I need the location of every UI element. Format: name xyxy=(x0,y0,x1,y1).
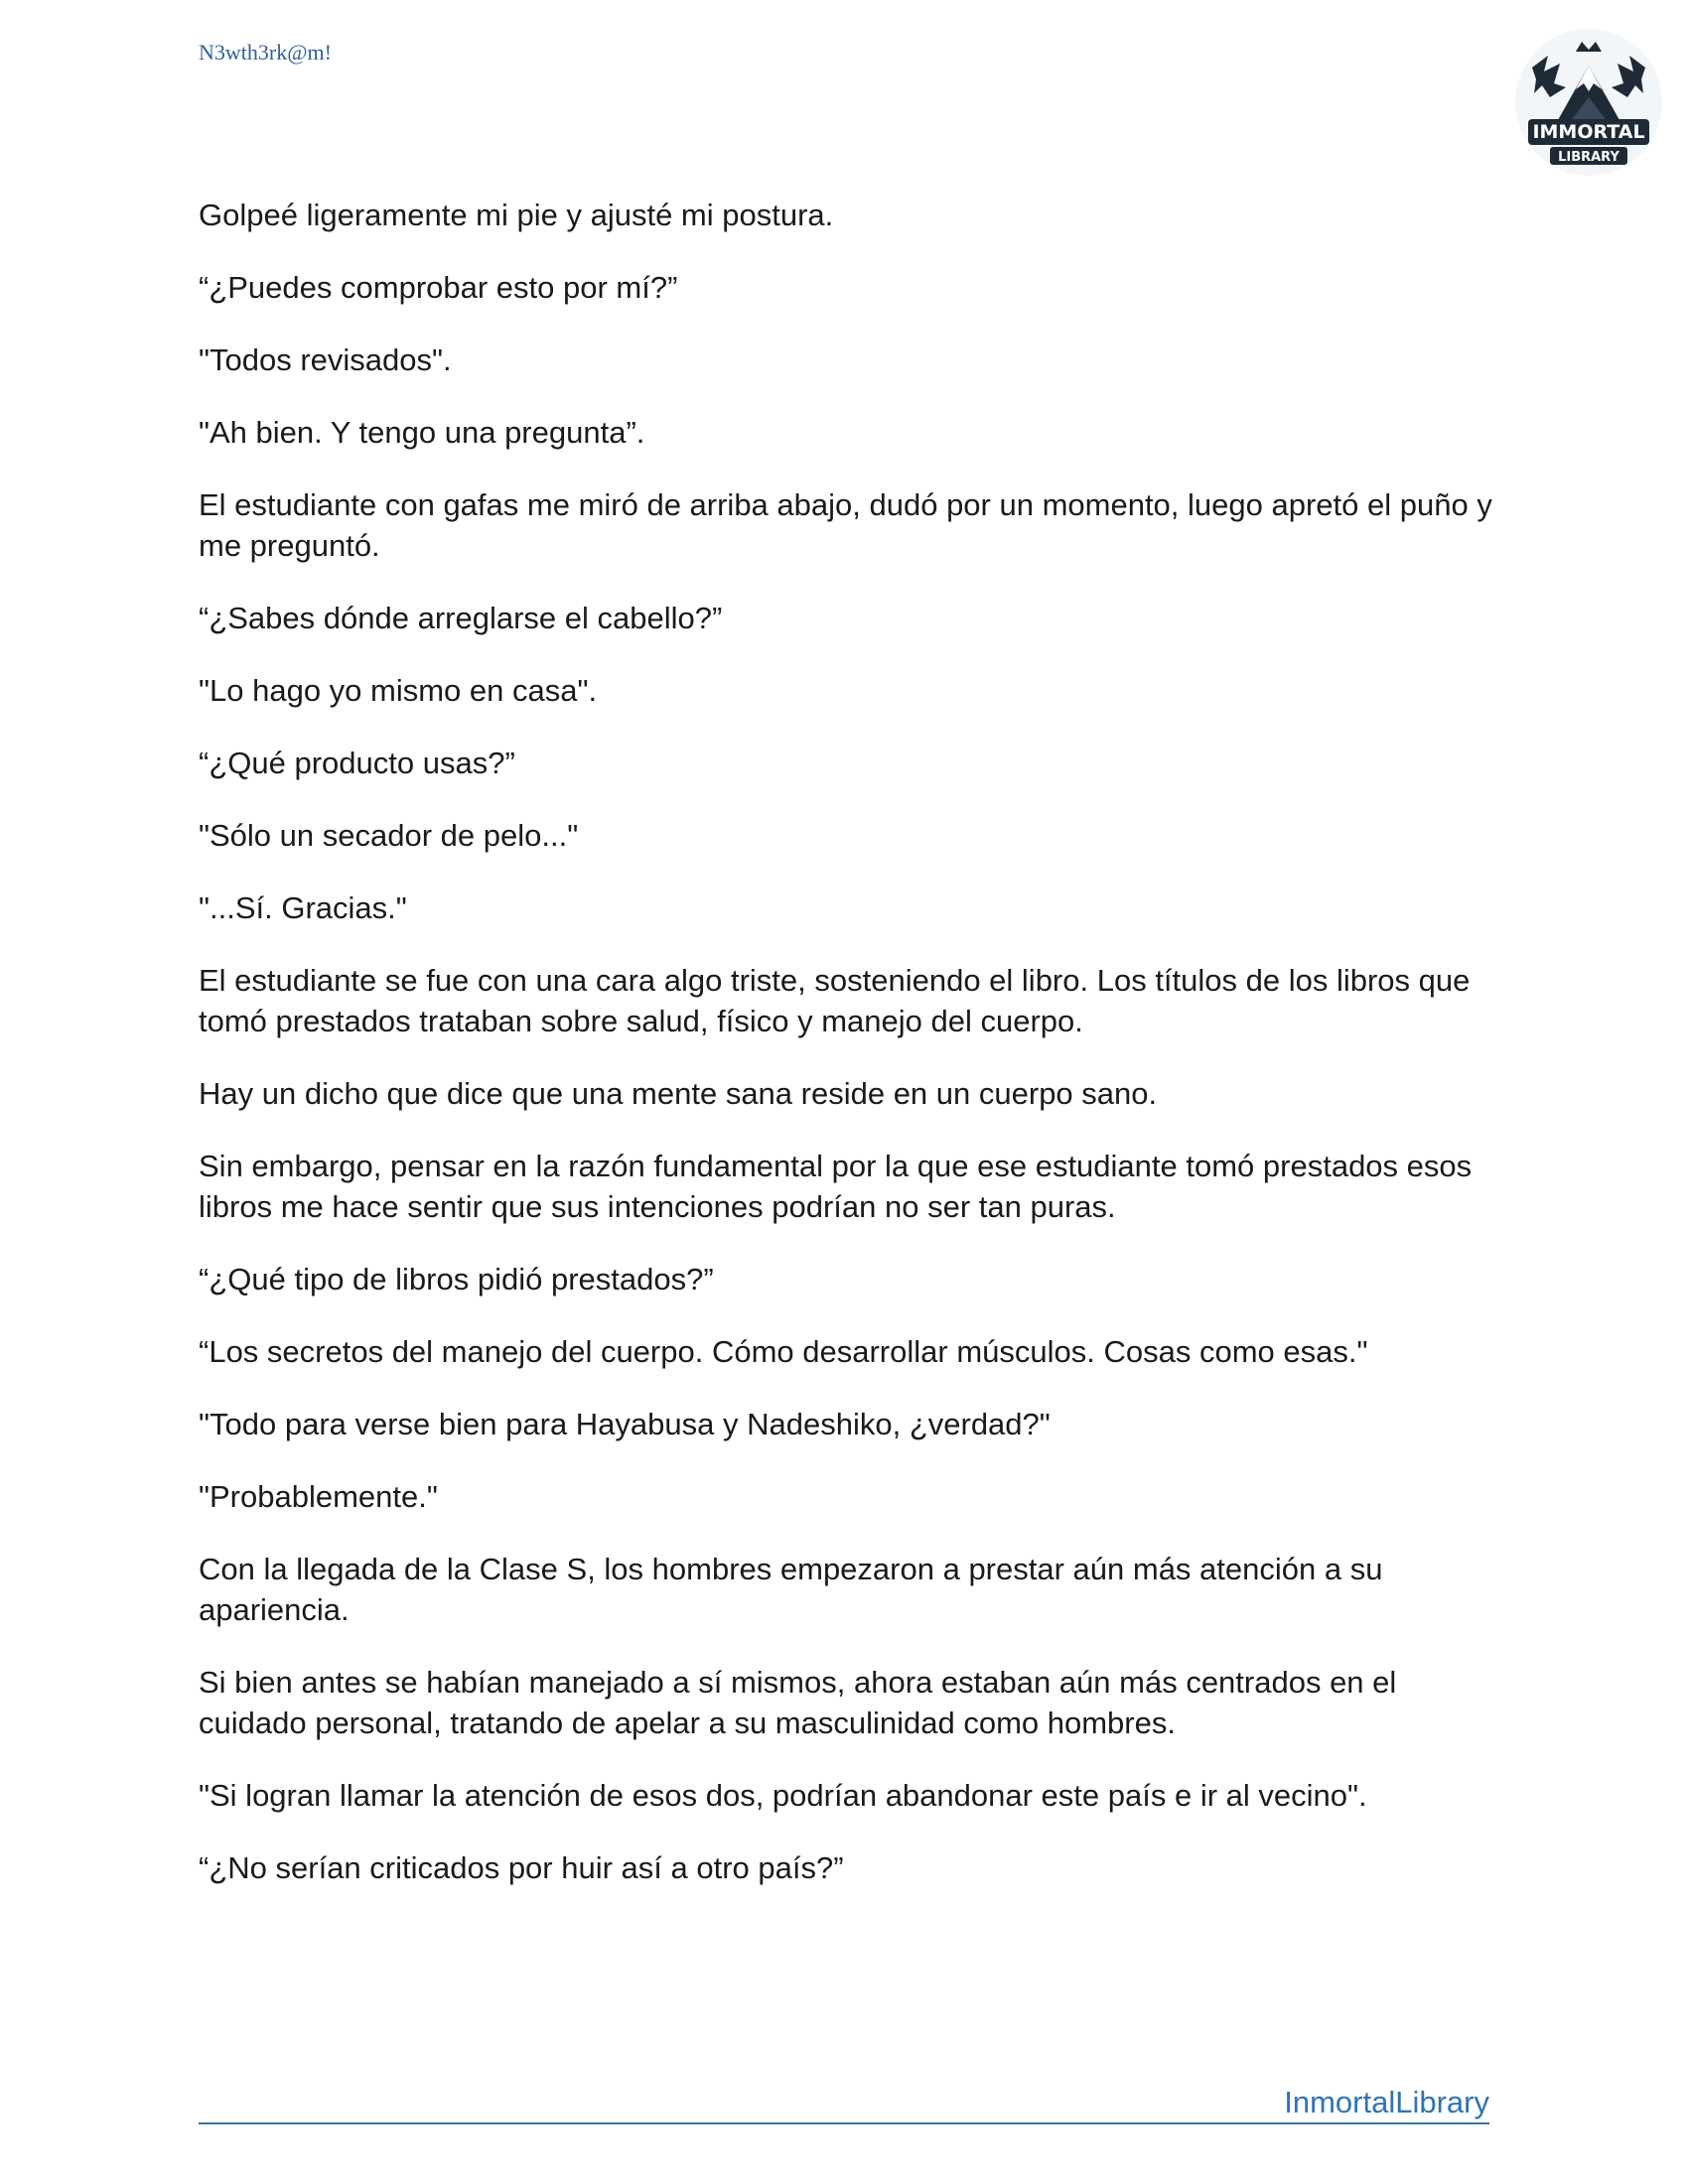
paragraph: “¿Puedes comprobar esto por mí?” xyxy=(199,270,678,305)
paragraph: "Ah bien. Y tengo una pregunta”. xyxy=(199,415,645,450)
paragraph: "Todo para verse bien para Hayabusa y Nadeshiko, ¿verdad?" xyxy=(199,1407,1051,1441)
paragraph: “¿Qué tipo de libros pidió prestados?” xyxy=(199,1262,714,1297)
paragraph: "Sólo un secador de pelo..." xyxy=(199,818,579,853)
footer xyxy=(199,2081,1489,2124)
paragraph: Con la llegada de la Clase S, los hombres empezaron a prestar aún más atención a su apariencia. xyxy=(199,1552,1383,1627)
paragraph: "Probablemente." xyxy=(199,1479,438,1514)
logo-text-immortal: IMMORTAL xyxy=(1532,121,1645,143)
paragraph: “¿Qué producto usas?” xyxy=(199,746,515,780)
logo-text-library: LIBRARY xyxy=(1558,150,1619,165)
paragraph: Hay un dicho que dice que una mente sana reside en un cuerpo sano. xyxy=(199,1076,1158,1111)
paragraph: “¿No serían criticados por huir así a otro país?” xyxy=(199,1850,844,1885)
body-text xyxy=(199,195,1499,1920)
paragraph: “Los secretos del manejo del cuerpo. Cómo desarrollar músculos. Cosas como esas." xyxy=(199,1334,1368,1369)
footer-link[interactable]: InmortalLibrary xyxy=(1284,2085,1489,2119)
paragraph: "Todos revisados". xyxy=(199,342,452,377)
paragraph: El estudiante se fue con una cara algo triste, sosteniendo el libro. Los títulos de los libros que tomó prestados trataban sobre salud, físico y manejo del cuerpo. xyxy=(199,963,1471,1038)
immortal-library-logo-icon xyxy=(1514,28,1663,177)
paragraph: "...Sí. Gracias." xyxy=(199,890,407,925)
paragraph: Si bien antes se habían manejado a sí mismos, ahora estaban aún más centrados en el cuidado personal, tratando de apelar a su masculinidad como hombres. xyxy=(199,1665,1397,1740)
paragraph: “¿Sabes dónde arreglarse el cabello?” xyxy=(199,601,723,635)
paragraph: Golpeé ligeramente mi pie y ajusté mi postura. xyxy=(199,198,834,232)
paragraph: Sin embargo, pensar en la razón fundamental por la que ese estudiante tomó prestados esos libros me hace sentir que sus intenciones podrían no ser tan puras. xyxy=(199,1149,1473,1224)
paragraph: "Si logran llamar la atención de esos dos, podrían abandonar este país e ir al vecino". xyxy=(199,1778,1367,1813)
paragraph: El estudiante con gafas me miró de arriba abajo, dudó por un momento, luego apretó el puño y me preguntó. xyxy=(199,487,1492,563)
paragraph: "Lo hago yo mismo en casa". xyxy=(199,673,598,708)
header-author: N3wth3rk@m! xyxy=(199,40,332,65)
